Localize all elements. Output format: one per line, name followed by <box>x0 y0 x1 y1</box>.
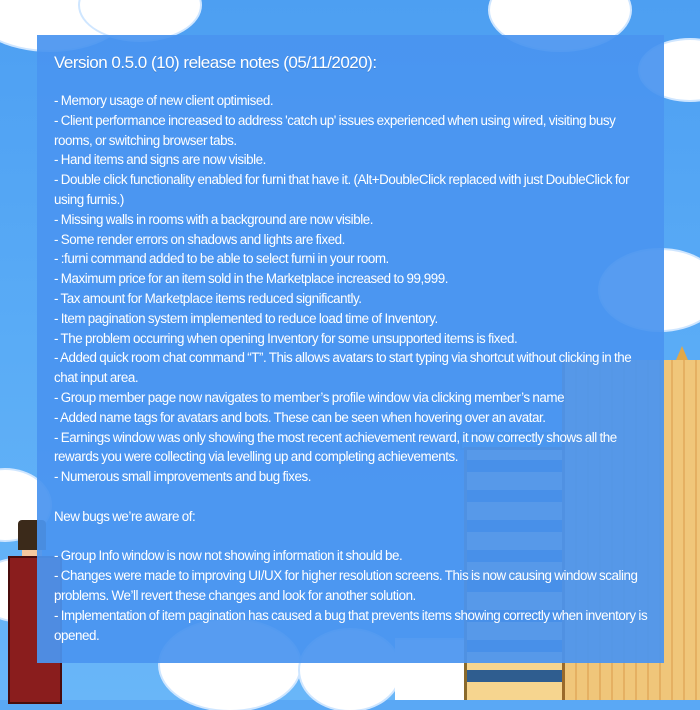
release-notes-panel <box>37 35 664 663</box>
change-item: - :furni command added to be able to select furni in your room. <box>54 251 389 267</box>
blank-line <box>54 527 652 547</box>
change-item: - Numerous small improvements and bug fixes. <box>54 469 312 485</box>
change-item: - Added quick room chat command “T”. This allows avatars to start typing via shortcut without clicking in the chat input area. <box>54 350 632 386</box>
change-item: - The problem occurring when opening Inventory for some unsupported items is fixed. <box>54 330 518 346</box>
change-item: - Memory usage of new client optimised. <box>54 93 274 108</box>
release-notes-title: Version 0.5.0 (10) release notes (05/11/2020): <box>54 53 377 72</box>
change-item: - Group member page now navigates to member’s profile window via clicking member’s name <box>54 389 565 405</box>
change-item: - Tax amount for Marketplace items reduced significantly. <box>54 290 362 306</box>
bug-item: - Group Info window is now not showing information it should be. <box>54 548 403 564</box>
change-item: - Maximum price for an item sold in the Marketplace increased to 99,999. <box>54 271 449 287</box>
release-notes-body <box>54 91 652 645</box>
spacer <box>54 75 652 91</box>
change-item: - Earnings window was only showing the most recent achievement reward, it now correctly shows all the rewards you were collecting via levelling up and completing achievements. <box>54 429 617 465</box>
change-item: - Hand items and signs are now visible. <box>54 152 266 168</box>
bug-item: - Implementation of item pagination has caused a bug that prevents items showing correctly when inventory is opened. <box>54 607 648 643</box>
change-item: - Some render errors on shadows and lights are fixed. <box>54 231 345 247</box>
change-item: - Added name tags for avatars and bots. These can be seen when hovering over an avatar. <box>54 409 546 425</box>
change-item: - Missing walls in rooms with a background are now visible. <box>54 211 373 227</box>
bugs-heading: New bugs we’re aware of: <box>54 508 196 524</box>
tower-spire-decoration <box>676 346 688 360</box>
change-item: - Item pagination system implemented to reduce load time of Inventory. <box>54 310 438 326</box>
change-item: - Double click functionality enabled for furni that have it. (Alt+DoubleClick replaced with just DoubleClick for using furnis.) <box>54 172 630 207</box>
blank-line <box>54 487 652 507</box>
bug-item: - Changes were made to improving UI/UX for higher resolution screens. This is now causing window scaling problems. We’ll revert these changes and look for another solution. <box>54 568 638 603</box>
change-item: - Client performance increased to address 'catch up' issues experienced when using wired, visiting busy rooms, or switching browser tabs. <box>54 112 616 148</box>
